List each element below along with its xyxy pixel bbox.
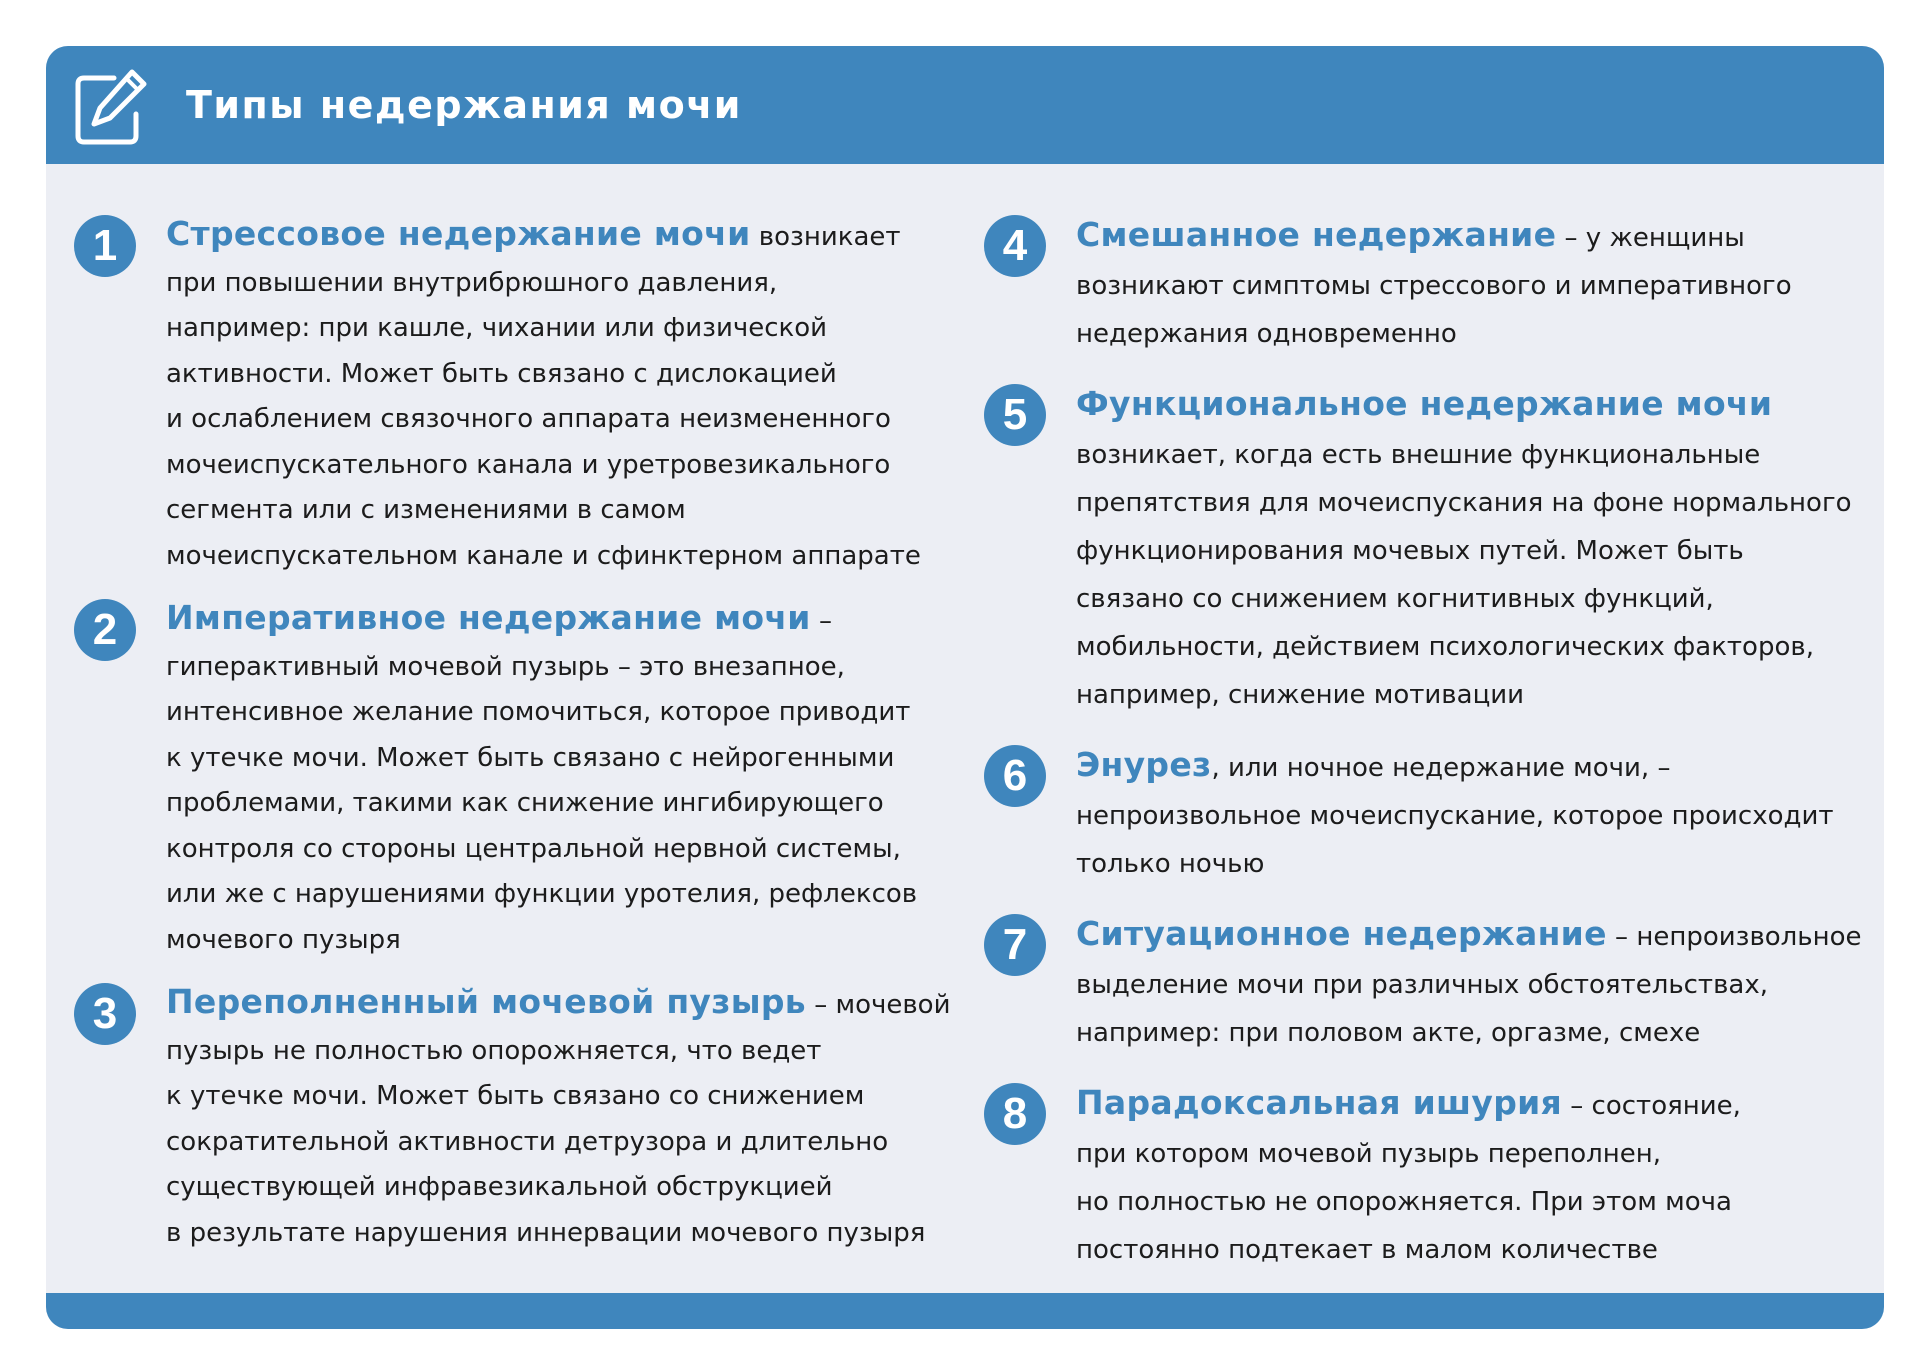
incontinence-type-item	[984, 1079, 1864, 1274]
item-term: Парадоксальная ишурия	[1076, 1083, 1563, 1122]
card-footer-bar	[46, 1293, 1884, 1329]
item-number-badge: 6	[984, 745, 1046, 807]
item-number-badge: 5	[984, 384, 1046, 446]
item-term: Смешанное недержание	[1076, 215, 1557, 254]
info-card	[46, 46, 1884, 1329]
incontinence-type-item	[74, 211, 964, 579]
edit-icon	[74, 66, 148, 146]
item-term: Функциональное недержание мочи	[1076, 384, 1773, 423]
item-number-badge: 4	[984, 215, 1046, 277]
incontinence-type-item	[984, 211, 1864, 358]
left-column	[74, 211, 964, 1256]
item-description: Стрессовое недержание мочи возникает при повышении внутрибрюшного давления, например: при кашле, чихании или физической активности. Может быть связано с дислокацией и ослаблением связочного аппарата неизмененного мочеиспускательного канала и уретровезикального сегмента или с изменениями в самом мочеиспускательном канале и сфинктерном аппарате	[166, 214, 921, 571]
item-description: Ситуационное недержание – непроизвольное выделение мочи при различных обстоятельствах, например: при половом акте, оргазме, смехе	[1076, 914, 1862, 1048]
item-number-badge: 3	[74, 983, 136, 1045]
incontinence-type-item	[74, 979, 964, 1256]
incontinence-type-item	[984, 380, 1864, 719]
incontinence-type-item	[984, 910, 1864, 1057]
item-number-badge: 8	[984, 1083, 1046, 1145]
page-title: Типы недержания мочи	[186, 83, 742, 127]
item-term: Ситуационное недержание	[1076, 914, 1607, 953]
item-term: Переполненный мочевой пузырь	[166, 982, 806, 1021]
item-number-badge: 1	[74, 215, 136, 277]
item-description: Переполненный мочевой пузырь – мочевой пузырь не полностью опорожняется, что ведет к утечке мочи. Может быть связано со снижением сократительной активности детрузора и длительно существующей инфравезикальной обструкцией в результате нарушения иннервации мочевого пузыря	[166, 982, 951, 1248]
item-description: Императивное недержание мочи – гиперактивный мочевой пузырь – это внезапное, интенсивное желание помочиться, которое приводит к утечке мочи. Может быть связано с нейрогенными проблемами, такими как снижение ингибирующего контроля со стороны центральной нервной системы, или же с нарушениями функции уротелия, рефлексов мочевого пузыря	[166, 598, 918, 955]
item-description: Функциональное недержание мочи возникает, когда есть внешние функциональные препятствия для мочеиспускания на фоне нормального функционирования мочевых путей. Может быть связано со снижением когнитивных функций, мобильности, действием психологических факторов, например, снижение мотивации	[1076, 384, 1852, 710]
item-description: Парадоксальная ишурия – состояние, при котором мочевой пузырь переполнен, но полностью не опорожняется. При этом моча постоянно подтекает в малом количестве	[1076, 1083, 1741, 1265]
item-number-badge: 2	[74, 599, 136, 661]
card-header	[46, 46, 1884, 164]
incontinence-type-item	[984, 741, 1864, 888]
item-term: Энурез	[1076, 745, 1212, 784]
item-term: Императивное недержание мочи	[166, 598, 811, 637]
item-term: Стрессовое недержание мочи	[166, 214, 751, 253]
item-description: Энурез, или ночное недержание мочи, – непроизвольное мочеиспускание, которое происходит только ночью	[1076, 745, 1834, 879]
item-description: Смешанное недержание – у женщины возникают симптомы стрессового и императивного недержания одновременно	[1076, 215, 1792, 349]
incontinence-type-item	[74, 595, 964, 963]
right-column	[984, 211, 1864, 1274]
item-number-badge: 7	[984, 914, 1046, 976]
